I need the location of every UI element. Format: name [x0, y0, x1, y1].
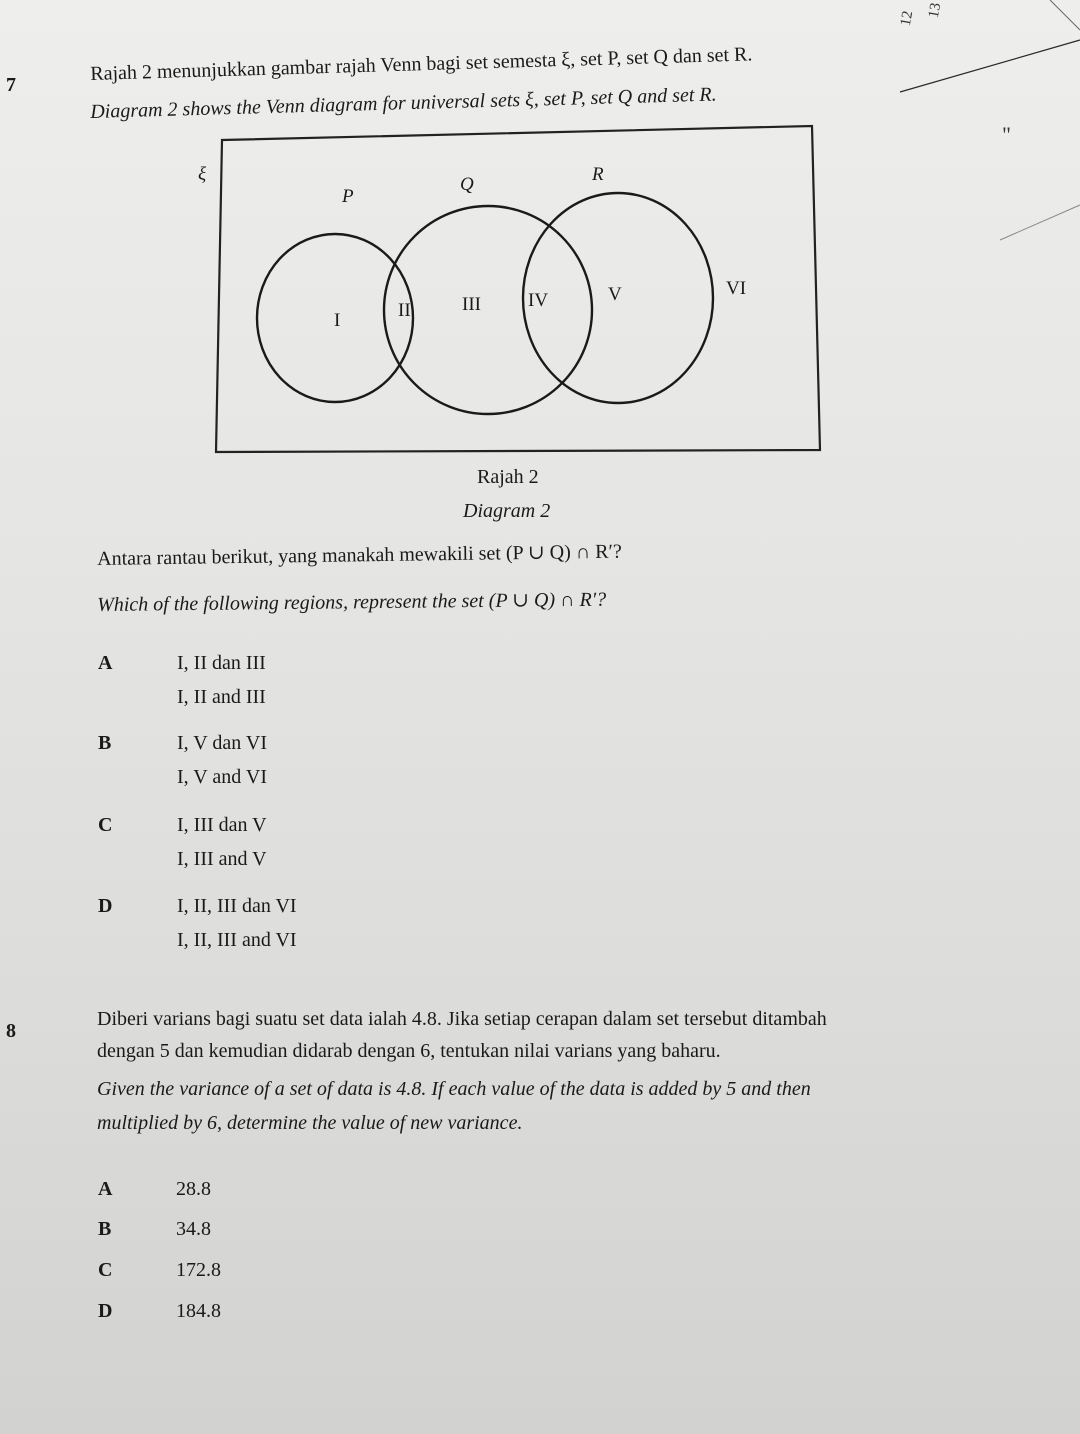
option-value: 184.8: [176, 1300, 221, 1322]
question7-text-malay: Rajah 2 menunjukkan gambar rajah Venn bagi set semesta ξ, set P, set Q dan set R.: [90, 43, 753, 85]
option-letter: D: [98, 895, 113, 917]
venn-diagram: [198, 120, 830, 460]
question7-prompt-malay: Antara rantau berikut, yang manakah mewakili set (P ∪ Q) ∩ R′?: [97, 540, 622, 570]
option-text-english: I, II, III and VI: [177, 929, 297, 951]
question8-text-english: Given the variance of a set of data is 4.8. If each value of the data is added by 5 and then: [97, 1078, 811, 1100]
diagram-caption-malay: Rajah 2: [477, 466, 539, 488]
margin-mark: 12: [897, 9, 917, 28]
option-letter: A: [98, 652, 113, 674]
option-value: 28.8: [176, 1178, 211, 1200]
option-text-malay: I, V dan VI: [177, 732, 267, 754]
option-letter: B: [98, 732, 112, 754]
question-number: 7: [6, 74, 16, 96]
option-letter: C: [98, 1259, 113, 1281]
option-letter: C: [98, 814, 113, 836]
region-label: V: [608, 284, 622, 305]
question8-text-english: multiplied by 6, determine the value of new variance.: [97, 1112, 523, 1134]
margin-table-lines: [880, 0, 1080, 340]
question7-prompt-english: Which of the following regions, represent the set (P ∪ Q) ∩ R′?: [97, 588, 607, 616]
option-letter: D: [98, 1300, 113, 1322]
question8-text-malay: dengan 5 dan kemudian didarab dengan 6, tentukan nilai varians yang baharu.: [97, 1040, 721, 1062]
margin-quote-mark: ": [1002, 122, 1011, 147]
region-label: IV: [528, 290, 549, 311]
option-text-malay: I, II dan III: [177, 652, 266, 674]
set-r-label: R: [592, 164, 604, 185]
option-value: 172.8: [176, 1259, 221, 1281]
diagram-caption-english: Diagram 2: [463, 500, 551, 522]
option-letter: B: [98, 1218, 112, 1240]
margin-mark: 13: [925, 1, 945, 20]
option-text-english: I, II and III: [177, 686, 266, 708]
option-letter: A: [98, 1178, 113, 1200]
option-text-english: I, III and V: [177, 848, 267, 870]
region-label: II: [398, 300, 411, 321]
region-label: III: [462, 294, 481, 315]
option-text-english: I, V and VI: [177, 766, 267, 788]
universal-symbol: ξ: [198, 164, 207, 185]
question8-text-malay: Diberi varians bagi suatu set data ialah 4.8. Jika setiap cerapan dalam set tersebut ditambah: [97, 1008, 827, 1030]
set-q-label: Q: [460, 174, 474, 195]
region-label: VI: [726, 278, 747, 299]
question7-text-english: Diagram 2 shows the Venn diagram for universal sets ξ, set P, set Q and set R.: [90, 83, 717, 123]
option-text-malay: I, II, III dan VI: [177, 895, 297, 917]
option-value: 34.8: [176, 1218, 211, 1240]
question-number: 8: [6, 1020, 16, 1042]
option-text-malay: I, III dan V: [177, 814, 267, 836]
set-p-label: P: [342, 186, 354, 207]
region-label: I: [334, 310, 341, 331]
